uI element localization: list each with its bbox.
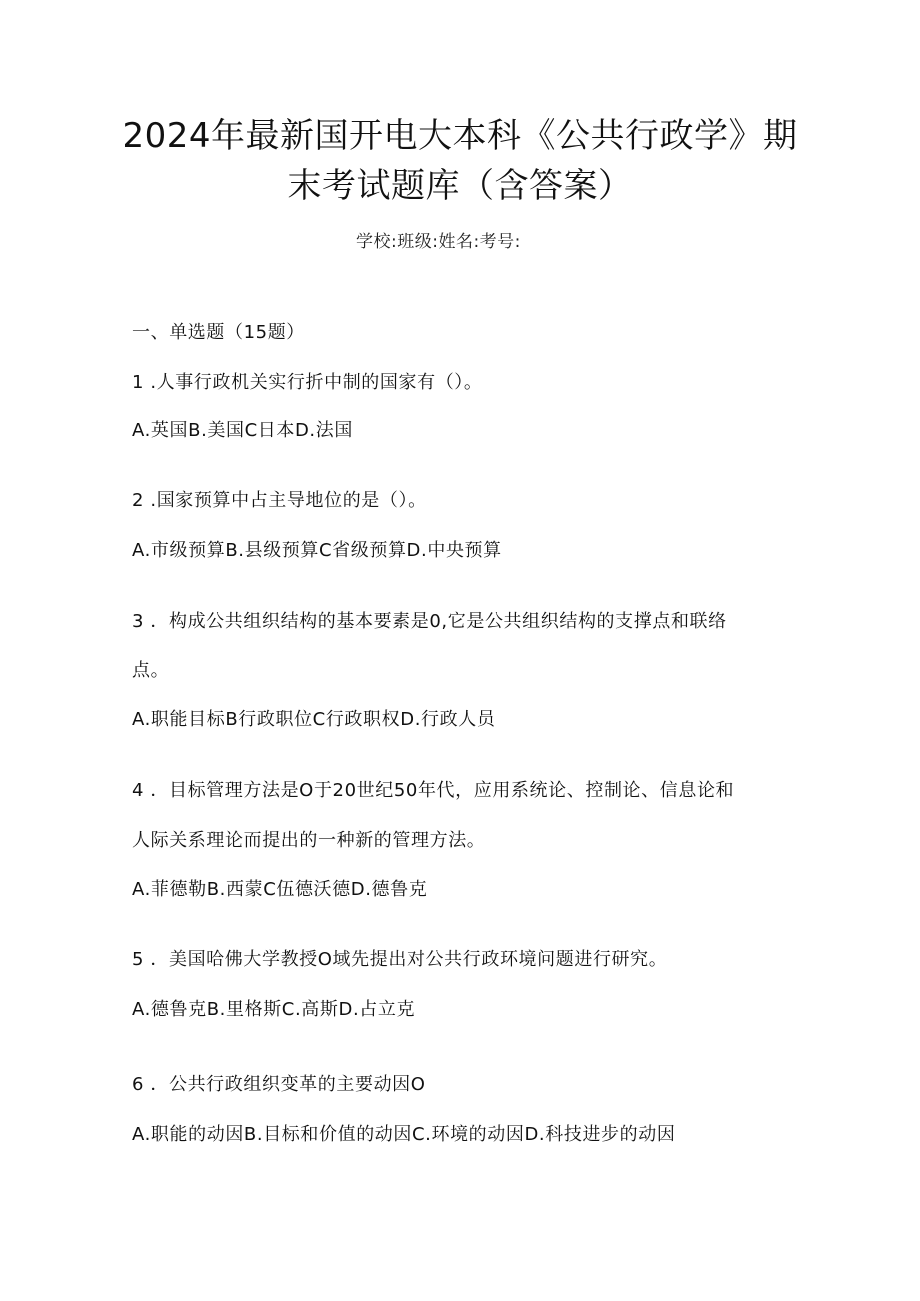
- question-3-stem-line-2: 点。: [132, 660, 170, 681]
- question-2-options: A.市级预算B.县级预算C省级预算D.中央预算: [132, 540, 502, 561]
- section-heading: 一、单选题（15题）: [132, 322, 305, 343]
- question-3-options: A.职能目标B行政职位C行政职权D.行政人员: [132, 709, 496, 730]
- question-4-options: A.菲德勒B.西蒙C伍德沃德D.德鲁克: [132, 879, 428, 900]
- question-3-stem-line-1: 3 ．构成公共组织结构的基本要素是0,它是公共组织结构的支撑点和联络: [132, 611, 727, 632]
- question-4-stem-line-2: 人际关系理论而提出的一种新的管理方法。: [132, 830, 486, 851]
- question-2-stem: 2 .国家预算中占主导地位的是（）。: [132, 490, 427, 511]
- document-title-line-2: 末考试题库（含答案）: [287, 166, 633, 206]
- question-1-stem: 1 .人事行政机关实行折中制的国家有（）。: [132, 372, 483, 393]
- document-title-line-1: 2024年最新国开电大本科《公共行政学》期: [122, 116, 798, 156]
- question-5-options: A.德鲁克B.里格斯C.高斯D.占立克: [132, 999, 416, 1020]
- question-4-stem-line-1: 4 ．目标管理方法是O于20世纪50年代，应用系统论、控制论、信息论和: [132, 780, 735, 801]
- question-1-options: A.英国B.美国C日本D.法国: [132, 420, 353, 441]
- student-info-line: 学校:班级:姓名:考号:: [356, 232, 521, 252]
- question-5-stem: 5 ．美国哈佛大学教授O域先提出对公共行政环境问题进行研究。: [132, 949, 668, 970]
- question-6-options: A.职能的动因B.目标和价值的动因C.环境的动因D.科技进步的动因: [132, 1124, 676, 1145]
- question-6-stem: 6 ．公共行政组织变革的主要动因O: [132, 1074, 426, 1095]
